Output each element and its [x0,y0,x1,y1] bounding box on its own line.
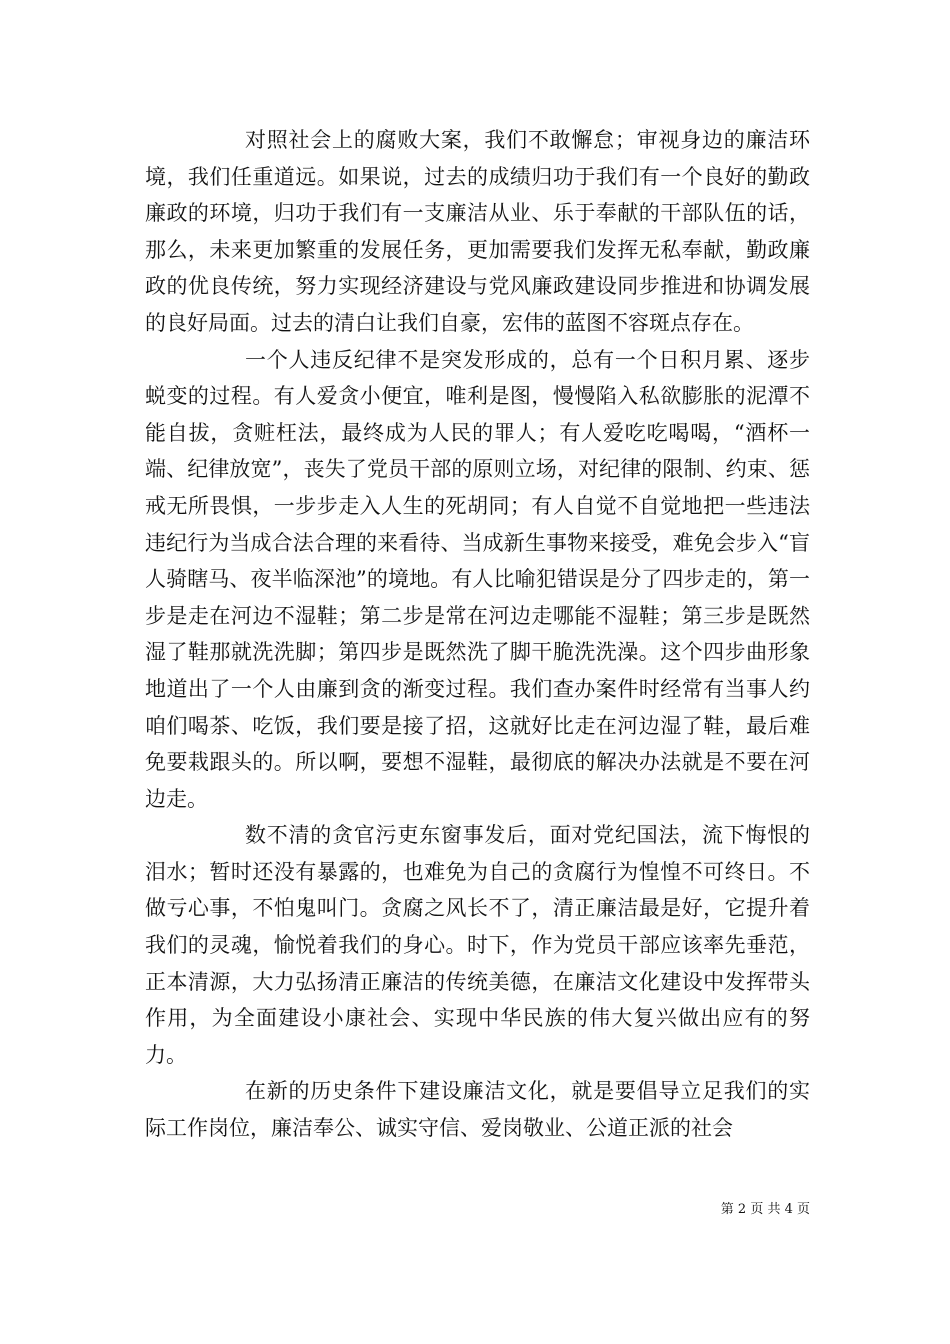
paragraph-3: 数不清的贪官污吏东窗事发后，面对党纪国法，流下悔恨的泪水；暂时还没有暴露的，也难免为自己的贪腐行为惶惶不可终日。不做亏心事，不怕鬼叫门。贪腐之风长不了，清正廉洁最是好，它提升着我们的灵魂，愉悦着我们的身心。时下，作为党员干部应该率先垂范，正本清源，大力弘扬清正廉洁的传统美德，在廉洁文化建设中发挥带头作用，为全面建设小康社会、实现中华民族的伟大复兴做出应有的努力。 [145,823,810,1067]
body-text [145,122,810,1147]
paragraph-4: 在新的历史条件下建设廉洁文化，就是要倡导立足我们的实际工作岗位，廉洁奉公、诚实守信、爱岗敬业、公道正派的社会 [145,1079,810,1141]
page-number-footer: 第 2 页 共 4 页 [720,1202,810,1217]
paragraph-2: 一个人违反纪律不是突发形成的，总有一个日积月累、逐步蜕变的过程。有人爱贪小便宜，唯利是图，慢慢陷入私欲膨胀的泥潭不能自拔，贪赃枉法，最终成为人民的罪人；有人爱吃吃喝喝，“酒杯一端、纪律放宽”，丧失了党员干部的原则立场，对纪律的限制、约束、惩戒无所畏惧，一步步走入人生的死胡同；有人自觉不自觉地把一些违法违纪行为当成合法合理的来看待、当成新生事物来接受，难免会步入“盲人骑瞎马、夜半临深池”的境地。有人比喻犯错误是分了四步走的，第一步是走在河边不湿鞋；第二步是常在河边走哪能不湿鞋；第三步是既然湿了鞋那就洗洗脚；第四步是既然洗了脚干脆洗洗澡。这个四步曲形象地道出了一个人由廉到贪的渐变过程。我们查办案件时经常有当事人约咱们喝茶、吃饭，我们要是接了招，这就好比走在河边湿了鞋，最后难免要栽跟头的。所以啊，要想不湿鞋，最彻底的解决办法就是不要在河边走。 [145,347,810,811]
paragraph-1: 对照社会上的腐败大案，我们不敢懈怠；审视身边的廉洁环境，我们任重道远。如果说，过去的成绩归功于我们有一个良好的勤政廉政的环境，归功于我们有一支廉洁从业、乐于奉献的干部队伍的话，那么，未来更加繁重的发展任务，更加需要我们发挥无私奉献，勤政廉政的优良传统，努力实现经济建设与党风廉政建设同步推进和协调发展的良好局面。过去的清白让我们自豪，宏伟的蓝图不容斑点存在。 [145,128,810,335]
